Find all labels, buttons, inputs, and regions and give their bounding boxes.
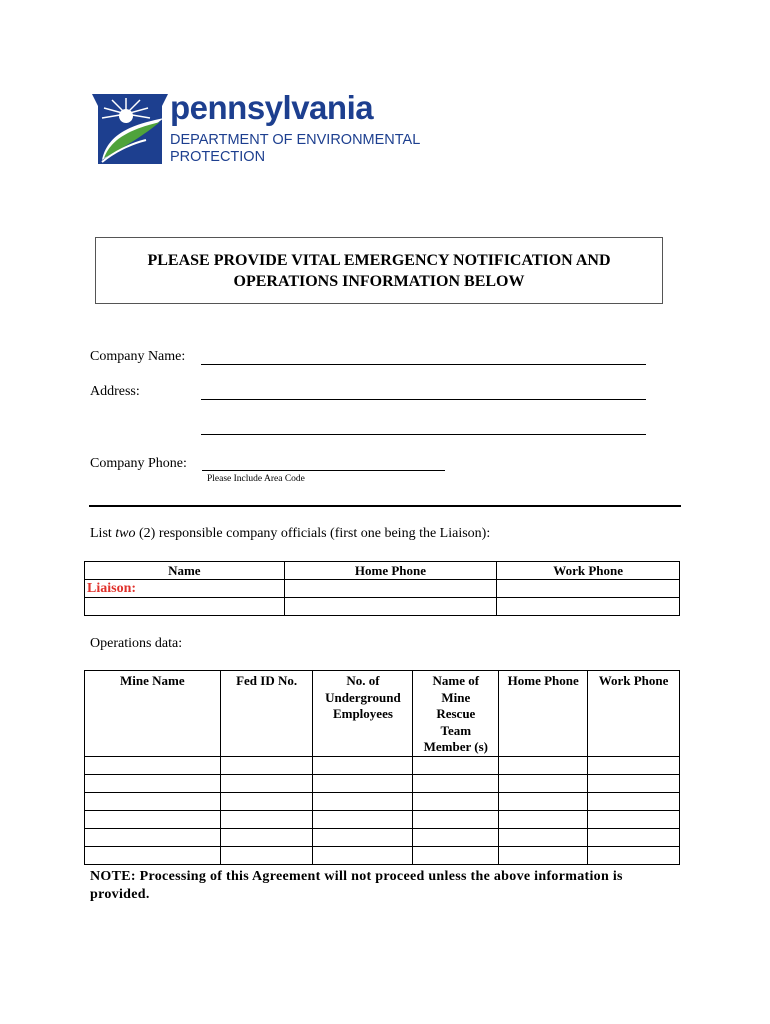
logo-brand-text: pennsylvania xyxy=(170,89,374,126)
ops-header-underground-employees: No. of Underground Employees xyxy=(313,671,413,757)
ops-cell[interactable] xyxy=(220,756,313,774)
table-row xyxy=(85,598,680,616)
liaison-work-phone-cell[interactable] xyxy=(497,580,680,598)
ops-cell[interactable] xyxy=(313,810,413,828)
ops-cell[interactable] xyxy=(220,828,313,846)
ops-cell[interactable] xyxy=(413,774,499,792)
table-row xyxy=(85,828,680,846)
company-phone-label: Company Phone: xyxy=(90,456,187,471)
officials-table xyxy=(84,561,680,616)
table-row xyxy=(85,756,680,774)
processing-note: NOTE: Processing of this Agreement will not proceed unless the above information is provided. xyxy=(90,869,623,902)
table-row xyxy=(85,580,680,598)
ops-cell[interactable] xyxy=(413,792,499,810)
pa-dep-keystone-logo-icon xyxy=(90,92,170,166)
ops-cell[interactable] xyxy=(499,792,588,810)
ops-cell[interactable] xyxy=(588,828,680,846)
ops-cell[interactable] xyxy=(413,846,499,864)
official2-home-phone-cell[interactable] xyxy=(284,598,497,616)
operations-table xyxy=(84,670,680,865)
form-title-line2: OPERATIONS INFORMATION BELOW xyxy=(233,272,525,290)
ops-cell[interactable] xyxy=(85,810,221,828)
ops-cell[interactable] xyxy=(499,810,588,828)
form-title-box xyxy=(95,237,663,304)
company-name-label: Company Name: xyxy=(90,349,186,364)
table-row xyxy=(85,846,680,864)
operations-label: Operations data: xyxy=(90,636,183,651)
ops-cell[interactable] xyxy=(413,756,499,774)
ops-header-home-phone: Home Phone xyxy=(499,671,588,757)
ops-cell[interactable] xyxy=(499,828,588,846)
ops-cell[interactable] xyxy=(85,792,221,810)
ops-cell[interactable] xyxy=(220,774,313,792)
ops-cell[interactable] xyxy=(588,810,680,828)
company-phone-field[interactable] xyxy=(202,470,445,471)
logo-department-line1: DEPARTMENT OF ENVIRONMENTAL xyxy=(170,132,421,148)
ops-header-fed-id: Fed ID No. xyxy=(220,671,313,757)
ops-cell[interactable] xyxy=(220,792,313,810)
ops-cell[interactable] xyxy=(313,756,413,774)
official2-name-cell[interactable] xyxy=(85,598,285,616)
liaison-label[interactable]: Liaison: xyxy=(85,580,285,598)
ops-cell[interactable] xyxy=(499,756,588,774)
address-field-line2[interactable] xyxy=(201,434,646,435)
official2-work-phone-cell[interactable] xyxy=(497,598,680,616)
ops-cell[interactable] xyxy=(85,756,221,774)
ops-cell[interactable] xyxy=(85,846,221,864)
ops-cell[interactable] xyxy=(588,774,680,792)
ops-cell[interactable] xyxy=(588,756,680,774)
company-name-field[interactable] xyxy=(201,364,646,365)
officials-header-home-phone: Home Phone xyxy=(284,562,497,580)
officials-header-name: Name xyxy=(85,562,285,580)
ops-cell[interactable] xyxy=(313,846,413,864)
ops-cell[interactable] xyxy=(313,774,413,792)
ops-header-mine-name: Mine Name xyxy=(85,671,221,757)
ops-cell[interactable] xyxy=(413,828,499,846)
officials-intro: List two (2) responsible company officials (first one being the Liaison): xyxy=(90,526,491,541)
section-divider xyxy=(89,505,681,507)
table-row xyxy=(85,810,680,828)
officials-header-work-phone: Work Phone xyxy=(497,562,680,580)
phone-hint: Please Include Area Code xyxy=(207,474,305,484)
ops-header-rescue-team: Name of Mine Rescue Team Member (s) xyxy=(413,671,499,757)
table-row xyxy=(85,792,680,810)
ops-cell[interactable] xyxy=(313,792,413,810)
ops-cell[interactable] xyxy=(499,774,588,792)
operations-header-row xyxy=(85,671,680,757)
ops-cell[interactable] xyxy=(588,846,680,864)
ops-cell[interactable] xyxy=(499,846,588,864)
ops-cell[interactable] xyxy=(313,828,413,846)
address-field-line1[interactable] xyxy=(201,399,646,400)
ops-cell[interactable] xyxy=(413,810,499,828)
address-label: Address: xyxy=(90,384,140,399)
ops-cell[interactable] xyxy=(85,774,221,792)
liaison-home-phone-cell[interactable] xyxy=(284,580,497,598)
ops-header-work-phone: Work Phone xyxy=(588,671,680,757)
logo-department-line2: PROTECTION xyxy=(170,149,266,165)
table-row xyxy=(85,774,680,792)
form-title-line1: PLEASE PROVIDE VITAL EMERGENCY NOTIFICATION AND xyxy=(147,251,611,269)
ops-cell[interactable] xyxy=(588,792,680,810)
ops-cell[interactable] xyxy=(85,828,221,846)
ops-cell[interactable] xyxy=(220,846,313,864)
officials-header-row xyxy=(85,562,680,580)
ops-cell[interactable] xyxy=(220,810,313,828)
